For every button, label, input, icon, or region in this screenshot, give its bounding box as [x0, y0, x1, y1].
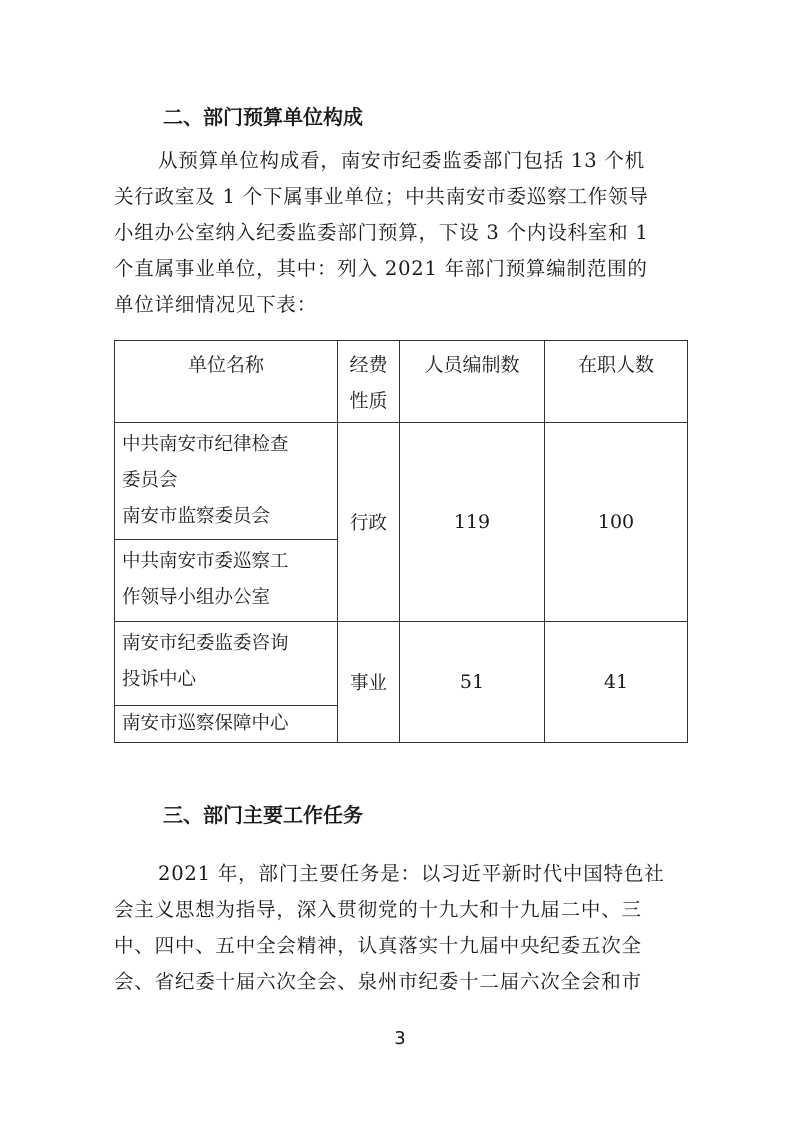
- unit-name-line: 中共南安市委巡察工: [122, 551, 289, 572]
- unit-name-line: 中共南安市纪律检查: [122, 434, 289, 455]
- unit-name-line: 投诉中心: [122, 669, 197, 690]
- staffing-cell: 119: [400, 423, 545, 622]
- unit-name-line: 南安市监察委员会: [122, 506, 271, 527]
- paragraph-line: 中、四中、五中全会精神，认真落实十九届中央纪委五次全: [114, 934, 642, 957]
- paragraph-line: 从预算单位构成看，南安市纪委监委部门包括 13 个机: [158, 149, 646, 172]
- unit-name-line: 南安市纪委监委咨询: [122, 633, 289, 654]
- paragraph-line: 会、省纪委十届六次全会、泉州市纪委十二届六次全会和市: [114, 970, 642, 993]
- page-number: 3: [394, 1028, 406, 1049]
- nature-cell: 事业: [338, 622, 400, 743]
- section-heading-2: 二、部门预算单位构成: [163, 105, 363, 129]
- header-unit-name: 单位名称: [115, 341, 338, 423]
- unit-name-cell: [115, 706, 338, 743]
- paragraph-line: 个直属事业单位，其中：列入 2021 年部门预算编制范围的: [114, 257, 648, 280]
- table-row: [115, 622, 688, 706]
- unit-name-cell: [115, 423, 338, 540]
- paragraph-line: 小组办公室纳入纪委监委部门预算，下设 3 个内设科室和 1: [114, 221, 649, 244]
- header-nature: 经费性质: [338, 341, 400, 423]
- section-heading-3: 三、部门主要工作任务: [163, 803, 363, 827]
- unit-name-line: 作领导小组办公室: [122, 587, 271, 608]
- unit-name-cell: [115, 622, 338, 706]
- paragraph-line: 会主义思想为指导，深入贯彻党的十九大和十九届二中、三: [114, 898, 642, 921]
- section-3-paragraph: [114, 856, 689, 1000]
- staffing-cell: 51: [400, 622, 545, 743]
- table-header-row: [115, 341, 688, 423]
- table-row: [115, 423, 688, 540]
- in-service-cell: 41: [545, 622, 688, 743]
- section-2-paragraph: [114, 143, 689, 323]
- budget-units-table: [114, 340, 688, 743]
- in-service-cell: 100: [545, 423, 688, 622]
- paragraph-line: 关行政室及 1 个下属事业单位；中共南安市委巡察工作领导: [114, 185, 649, 208]
- unit-name-cell: [115, 540, 338, 622]
- header-in-service: 在职人数: [545, 341, 688, 423]
- unit-name-line: 南安市巡察保障中心: [122, 713, 289, 734]
- unit-name-line: 委员会: [122, 470, 178, 491]
- nature-cell: 行政: [338, 423, 400, 622]
- header-staffing: 人员编制数: [400, 341, 545, 423]
- paragraph-line: 单位详细情况见下表：: [114, 293, 318, 316]
- paragraph-line: 2021 年，部门主要任务是：以习近平新时代中国特色社: [158, 862, 665, 885]
